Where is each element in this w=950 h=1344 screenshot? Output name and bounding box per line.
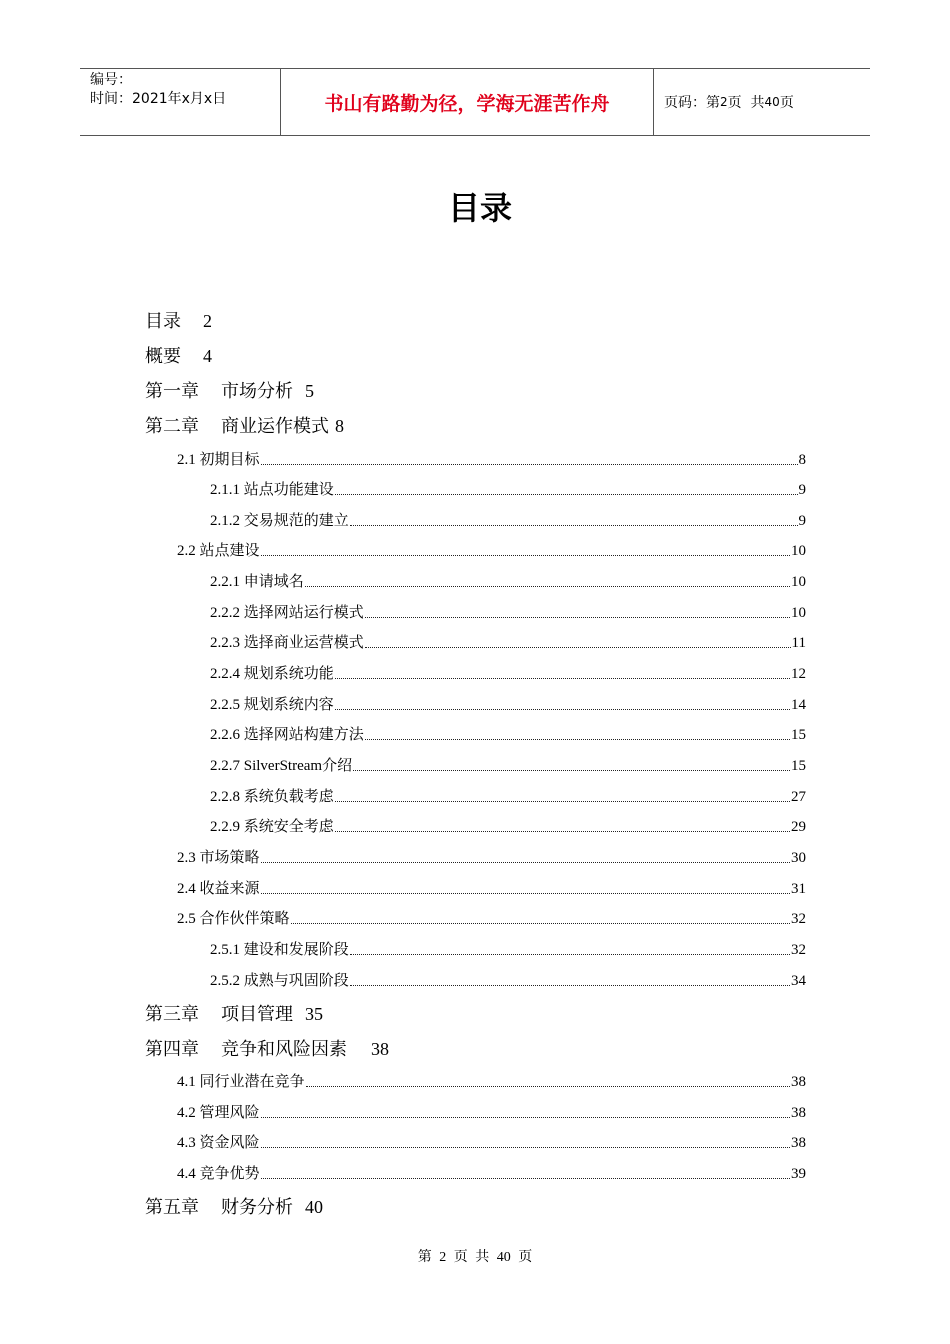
toc-entry-title: 项目管理 [221,1004,293,1024]
toc-entry-number: 第三章 [145,1004,199,1024]
toc-entry-page: 40 [305,1197,323,1217]
document-number-label: 编号： [90,72,132,88]
toc-entry-label: 2.1.2 交易规范的建立 [210,513,349,529]
toc-entry-page: 38 [791,1135,806,1151]
toc-entry-number: 第二章 [145,416,199,436]
toc-entry-page: 2 [203,311,212,331]
toc-entry-page: 10 [791,605,806,621]
footer-suffix: 页 [518,1250,533,1265]
toc-entry-label: 4.4 竞争优势 [177,1166,260,1182]
toc-entry-chapter-4[interactable] [145,1037,389,1061]
toc-entry-chapter-3[interactable] [145,1002,323,1026]
toc-entry-page: 15 [791,758,806,774]
toc-entry-4-1[interactable] [177,1072,806,1092]
toc-entry-page: 15 [791,727,806,743]
toc-entry-chapter-1[interactable] [145,379,314,403]
toc-entry-label: 2.2.5 规划系统内容 [210,697,334,713]
toc-entry-label: 4.1 同行业潜在竞争 [177,1074,305,1090]
toc-entry-page: 29 [791,819,806,835]
toc-entry-page: 4 [203,346,212,366]
header-page-suffix: 页 [779,95,794,111]
toc-entry-2-2-5[interactable] [210,695,806,715]
dot-leader [261,554,790,556]
toc-entry-page: 10 [791,574,806,590]
page-footer [0,1246,950,1266]
toc-entry-page: 38 [791,1105,806,1121]
toc-entry-2-5-1[interactable] [210,940,806,960]
toc-entry-label: 2.3 市场策略 [177,850,260,866]
toc-entry-2-2-1[interactable] [210,572,806,592]
toc-entry-label: 2.5.1 建设和发展阶段 [210,942,349,958]
dot-leader [335,677,790,679]
dot-leader [350,953,790,955]
dot-leader [261,463,798,465]
toc-entry-label: 2.2.9 系统安全考虑 [210,819,334,835]
toc-entry-2-5-2[interactable] [210,971,806,991]
dot-leader [365,646,791,648]
toc-entry-number: 第五章 [145,1197,199,1217]
toc-entry-2-2-8[interactable] [210,787,806,807]
toc-entry-page: 14 [791,697,806,713]
dot-leader [335,800,790,802]
toc-entry-title: 竞争和风险因素 [221,1039,347,1059]
dot-leader [365,738,790,740]
toc-entry-page: 39 [791,1166,806,1182]
toc-entry-page: 9 [798,513,806,529]
toc-entry-2-1-2[interactable] [210,511,806,531]
toc-entry-page: 32 [791,942,806,958]
dot-leader [291,922,790,924]
dot-leader [305,585,790,587]
toc-entry-page: 30 [791,850,806,866]
dot-leader [261,1146,790,1148]
toc-entry-page: 5 [305,381,314,401]
toc-entry-label: 2.5 合作伙伴策略 [177,911,290,927]
toc-entry-2-5[interactable] [177,909,806,929]
footer-prefix: 第 [417,1250,432,1265]
toc-entry-label: 4.3 资金风险 [177,1135,260,1151]
toc-entry-page: 35 [305,1004,323,1024]
toc-entry-2-2-6[interactable] [210,725,806,745]
dot-leader [306,1085,790,1087]
toc-entry-label: 2.2.3 选择商业运营模式 [210,635,364,651]
toc-entry-summary[interactable] [145,344,212,368]
toc-entry-number: 第四章 [145,1039,199,1059]
toc-entry-title: 概要 [145,346,181,366]
toc-entry-page: 34 [791,973,806,989]
toc-entry-page: 31 [791,881,806,897]
dot-leader [350,524,798,526]
toc-entry-title: 财务分析 [221,1197,293,1217]
header-page-mid: 页 共 [727,95,765,111]
dot-leader [261,1177,790,1179]
toc-entry-label: 2.2.8 系统负载考虑 [210,789,334,805]
toc-entry-2-2-9[interactable] [210,817,806,837]
dot-leader [365,616,790,618]
toc-entry-2-1-1[interactable] [210,480,806,500]
toc-entry-number: 第一章 [145,381,199,401]
toc-entry-page: 38 [371,1039,389,1059]
toc-entry-label: 2.2.1 申请域名 [210,574,304,590]
footer-current-page: 2 [439,1250,447,1265]
toc-entry-chapter-2[interactable] [145,414,344,438]
toc-entry-page: 10 [791,543,806,559]
toc-entry-label: 2.1 初期目标 [177,452,260,468]
toc-entry-4-4[interactable] [177,1164,806,1184]
header-page-total: 40 [764,95,780,109]
toc-entry-page: 11 [791,635,806,651]
page-title: 目录 [447,189,512,227]
document-time-label: 时间：2021年x月x日 [90,91,227,107]
dot-leader [261,892,790,894]
toc-entry-label: 2.2.4 规划系统功能 [210,666,334,682]
dot-leader [335,708,790,710]
toc-entry-page: 12 [791,666,806,682]
toc-entry-label: 2.2 站点建设 [177,543,260,559]
toc-entry-2-2-2[interactable] [210,603,806,623]
toc-entry-2-1[interactable] [177,450,806,470]
toc-entry-contents[interactable] [145,309,212,333]
toc-entry-label: 2.2.2 选择网站运行模式 [210,605,364,621]
dot-leader [335,493,798,495]
dot-leader [353,769,790,771]
toc-entry-2-2-3[interactable] [210,633,806,653]
toc-entry-chapter-5[interactable] [145,1195,323,1219]
footer-mid: 页 共 [453,1250,490,1265]
toc-entry-4-2[interactable] [177,1103,806,1123]
toc-entry-label: 2.1.1 站点功能建设 [210,482,334,498]
toc-entry-page: 27 [791,789,806,805]
toc-entry-label: 2.4 收益来源 [177,881,260,897]
toc-entry-label: 2.2.6 选择网站构建方法 [210,727,364,743]
toc-entry-page: 8 [335,416,344,436]
dot-leader [261,861,790,863]
toc-entry-2-2-7[interactable] [210,756,806,776]
toc-entry-page: 9 [798,482,806,498]
footer-total-pages: 40 [496,1250,511,1265]
header-page-current: 2 [720,95,728,109]
header-page-prefix: 页码：第 [664,95,720,111]
dot-leader [261,1116,790,1118]
toc-entry-title: 目录 [145,311,181,331]
toc-entry-page: 8 [798,452,806,468]
toc-entry-page: 32 [791,911,806,927]
toc-entry-2-3[interactable] [177,848,806,868]
toc-entry-2-2-4[interactable] [210,664,806,684]
toc-entry-2-4[interactable] [177,879,806,899]
toc-entry-title: 商业运作模式 [221,416,329,436]
toc-entry-page: 38 [791,1074,806,1090]
toc-entry-label: 2.2.7 SilverStream介绍 [210,758,353,774]
dot-leader [350,984,790,986]
toc-entry-label: 2.5.2 成熟与巩固阶段 [210,973,349,989]
toc-entry-label: 4.2 管理风险 [177,1105,260,1121]
toc-entry-2-2[interactable] [177,541,806,561]
header-motto: 书山有路勤为径，学海无涯苦作舟 [281,69,654,135]
toc-entry-4-3[interactable] [177,1133,806,1153]
dot-leader [335,830,790,832]
toc-entry-title: 市场分析 [221,381,293,401]
